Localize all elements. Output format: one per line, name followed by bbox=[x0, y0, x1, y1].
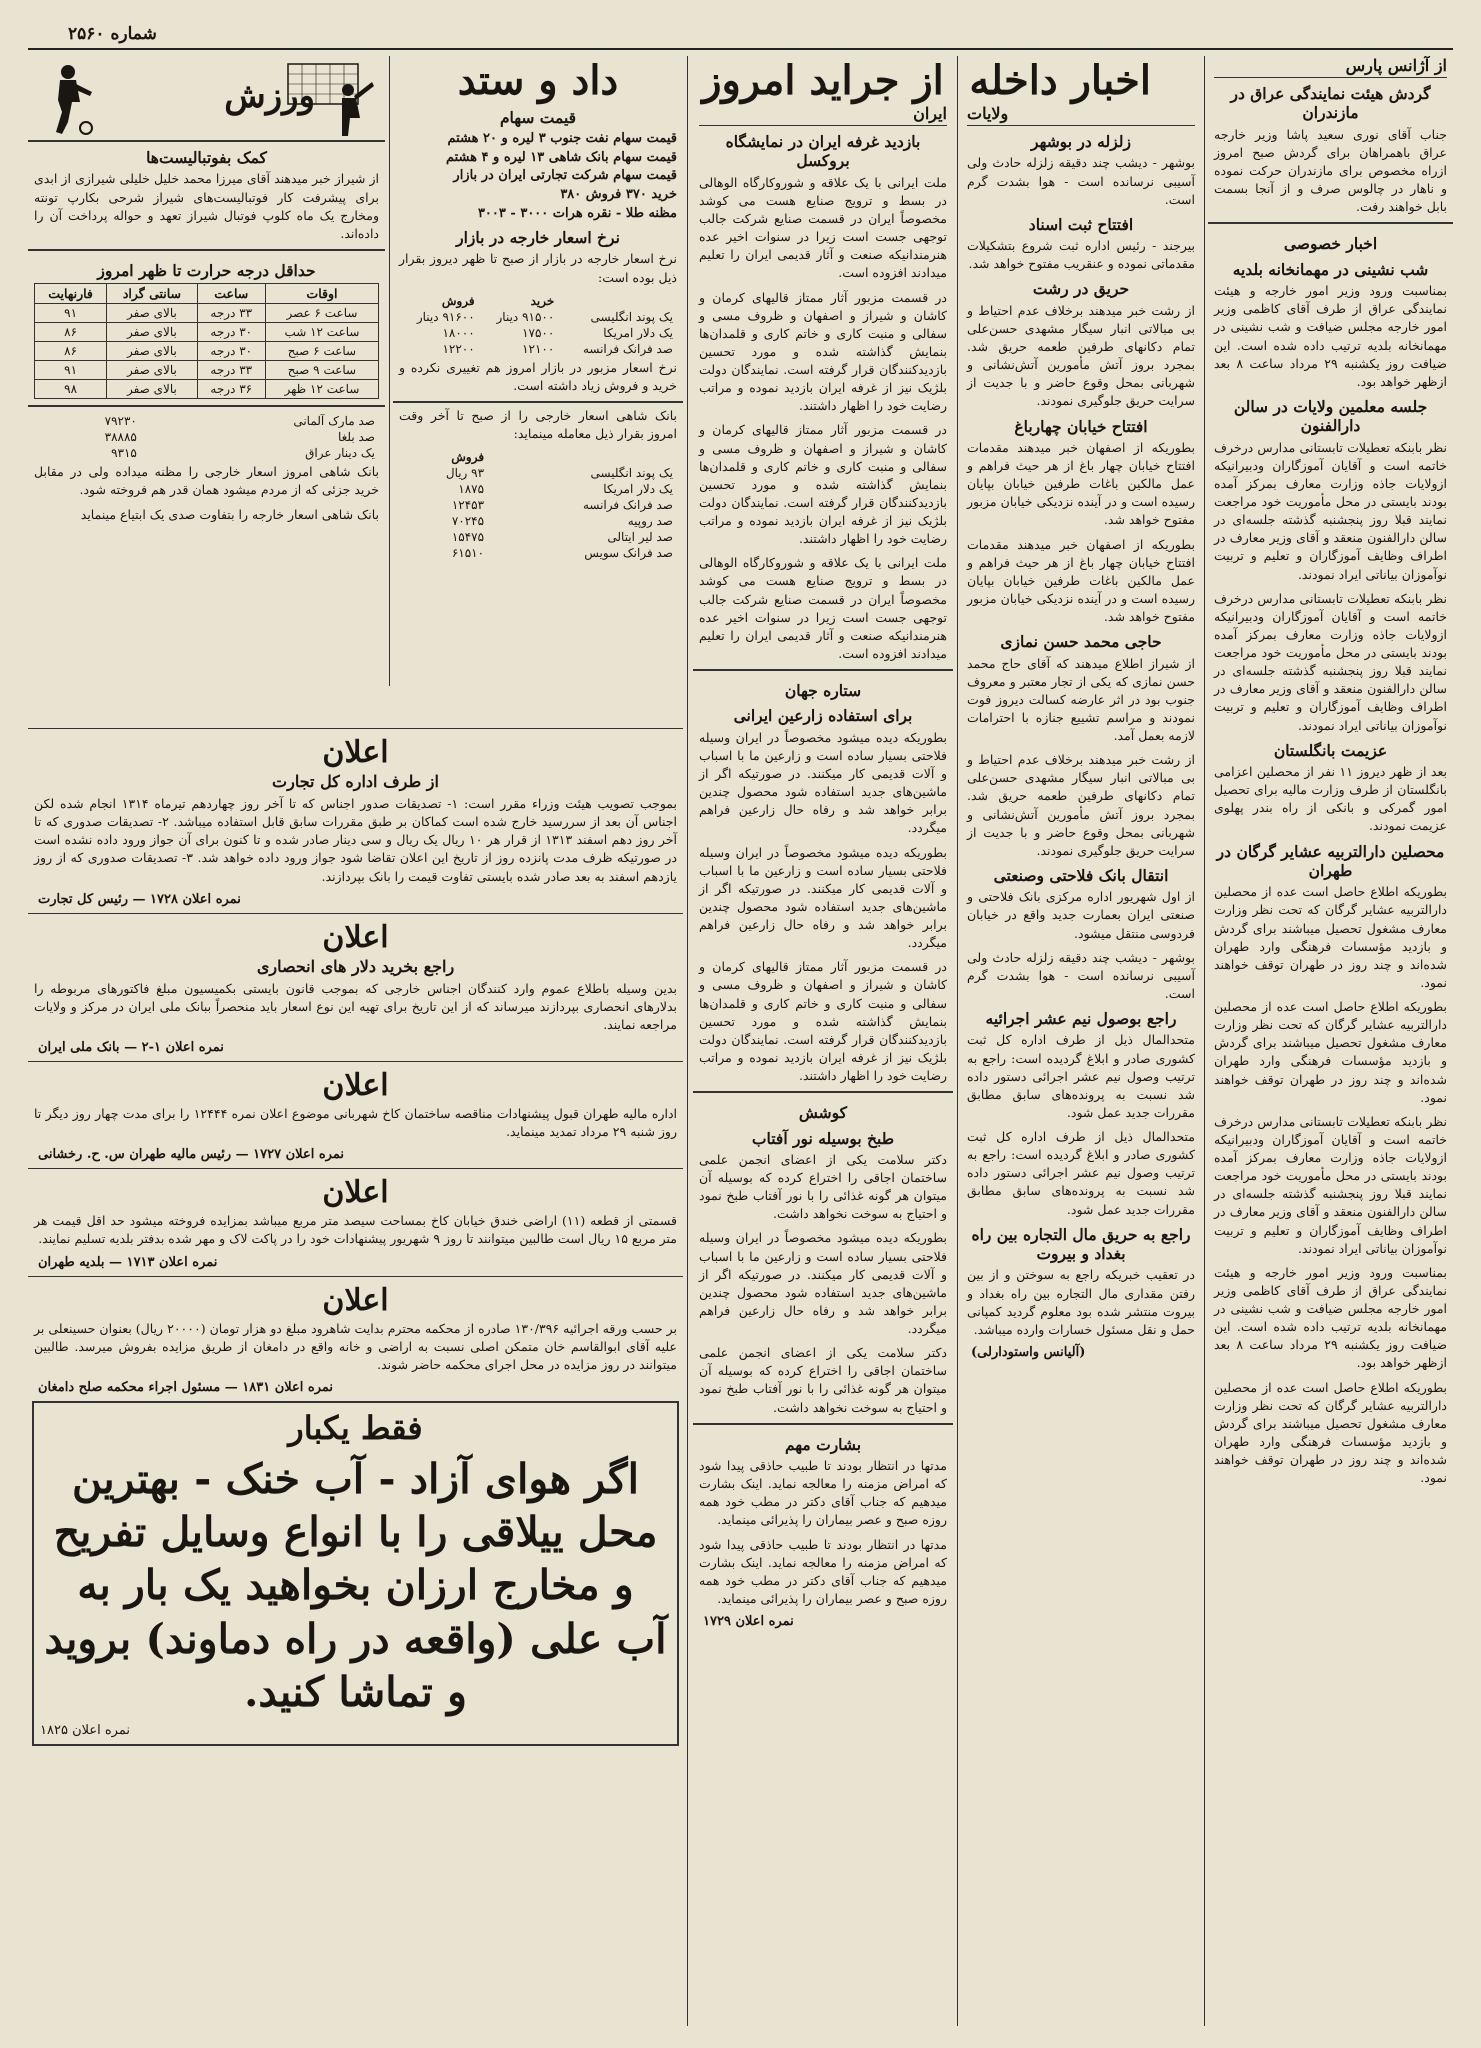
article-title: ستاره جهان bbox=[784, 681, 862, 700]
ad-number: نمره اعلان ۱۸۳۱ bbox=[242, 1379, 334, 1395]
bank-cell: صد فرانک فرانسه bbox=[582, 498, 673, 513]
table-row bbox=[399, 497, 677, 513]
fx-header: خرید bbox=[530, 293, 555, 308]
ad-body: بموجب تصویب هیئت وزراء مقرر است: ۱- تصدیقات صدور اجناس که تا آخر روز چهاردهم تیرماه ۱۳۱۴ انجام شده لکن اجناس آن بعد از سررسید خارج شده است کماکان بر طبق مقررات سابق قابل استفاده میباشد. ۲- تصدیقات صدوری که تا آخر روز دهم اسفند ۱۳۱۳ از قرار هر ۱۰ ریال یک ریال و سی دینار صادر شده و تا کنون برای آن جواز ورود داده نشده است در صورتیکه ظرف مدت پانزده روز از تاریخ این اعلان تقاضا شود جواز ورود داده خواهد شد. ۳- تصدیقات صدوری که از روز یازدهم اسفند به بعد صادر شده بایستی تفاوت قیمت را بانک بپردازند. bbox=[34, 796, 678, 884]
bank-cell: ۹۳ ریال bbox=[445, 466, 485, 481]
table-row bbox=[35, 304, 379, 323]
article-title: شب نشینی در مهمانخانه بلدیه bbox=[1232, 259, 1429, 279]
article-body: نظر بابنکه تعطیلات تابستانی مدارس درخرف خاتمه است و آقایان آموزگاران ودبیرانیکه ازولایات جاذه وزارت معارف بمرکز آمده بودند بایستی در محل مأموریت خود مراجعت نمایند قبلا روز پنجشنبه گذشته جلسه‌ای در سالن دارالفنون منعقد و آقای وزیر معارف در اطراف وظایف آموزگاران و تعلیم و تربیت نوآموزان بیاناتی ایراد نمودند. bbox=[1214, 439, 1447, 582]
article-title: برای استفاده زارعین ایرانی bbox=[733, 706, 913, 726]
article-body: نظر بابنکه تعطیلات تابستانی مدارس درخرف خاتمه است و آقایان آموزگاران ودبیرانیکه ازولایات جاذه وزارت معارف بمرکز آمده بودند بایستی در محل مأموریت خود مراجعت نمایند قبلا روز پنجشنبه گذشته جلسه‌ای در سالن دارالفنون منعقد و آقای وزیر معارف در اطراف وظایف آموزگاران و تعلیم و تربیت نوآموزان بیاناتی ایراد نمودند. bbox=[1214, 590, 1447, 733]
rates-note: بانک شاهی اسعار خارجه را بتفاوت صدی یک ابتیاع مینماید bbox=[80, 506, 379, 522]
article-body: بطوریکه اطلاع حاصل است عده از محصلین دارالتربیه عشایر گرگان که تحت نظر وزارت معارف مشغول تحصیل میباشند برای گردش و بازدید مؤسسات فرهنگی وارد طهران شده‌اند و چند روز در طهران توقف خواهند نمود. bbox=[1214, 999, 1447, 1105]
bank-cell: یک دلار امریکا bbox=[603, 482, 673, 497]
column-rule bbox=[957, 56, 958, 2026]
ad-line: محل ییلاقی را با انواع وسایل تفریح bbox=[53, 1508, 658, 1557]
section-label: ولایات bbox=[967, 104, 1195, 126]
article-body: از رشت خبر میدهند برخلاف عدم احتیاط و بی مبالاتی انبار سیگار مشهدی حسن‌علی تمام دکانهای طرفین طعمه حریق شد. بمجرد بروز آتش مأمورین آتش‌نشانی و شهربانی بمحل وقوع حاضر و با جدیت از سرایت حریق جلوگیری نمودند. bbox=[967, 752, 1195, 858]
ad-title: اعلان bbox=[322, 1282, 389, 1318]
weather-cell: ساعت ۹ صبح bbox=[265, 361, 378, 380]
extra-rates-table bbox=[34, 413, 379, 461]
weather-cell: ساعت ۶ عصر bbox=[265, 304, 378, 323]
stock-line: خرید ۳۷۰ فروش ۳۸۰ bbox=[560, 187, 677, 203]
article-body: ملت ایرانی با یک علاقه و شوروکارگاه الوهالی در بسط و ترویج صنایع هست می کوشد مخصوصاً ایران در قسمت صنایع شرکت جالب توجهی جست است زیرا در سنوات اخیر عده هنرمندانیکه صنعت و آثار قدیمی ایران را تعلیم میدادند افزوده است. bbox=[699, 174, 947, 281]
weather-cell: ۳۰ درجه bbox=[197, 323, 265, 342]
ad-title: اعلان bbox=[322, 919, 389, 955]
ad-line: و مخارج ارزان بخواهید یک بار به bbox=[77, 1561, 634, 1610]
fx-cell: ۱۷۵۰۰ bbox=[522, 325, 555, 340]
column-press bbox=[693, 56, 953, 2026]
ad-line: و تماشا کنید. bbox=[244, 1668, 467, 1717]
rates-note: بانک شاهی امروز اسعار خارجی را مظنه میداده ولی در مقابل خرید جزئی که از مردم میشود همان قدر هم فروخته شود. bbox=[34, 464, 379, 498]
fx-note: نرخ اسعار مزبور در بازار امروز هم تغییری نکرده و خرید و فروش زیاد داشته است. bbox=[399, 359, 677, 393]
article-body: مدتها در انتظار بودند تا طبیب حاذقی پیدا شود که امراض مزمنه را معالجه نماید. اینک بشارت میدهیم که جناب آقای دکتر در مطب خود همه روزه صبح و عصر بیماران را پذیرائی مینماید. bbox=[699, 1536, 947, 1606]
fx-cell: ۱۲۲۰۰ bbox=[442, 341, 475, 356]
article-body: در تعقیب خبریکه راجع به سوختن و از بین رفتن مقداری مال التجاره بین راه بغداد و بیروت منتشر شده بود معلوم گردید کمپانی حمل و نقل مسئول خسارات وارده میباشد. bbox=[967, 1267, 1195, 1337]
stock-line: مظنه طلا - نقره هرات ۳۰۰۰ - ۳۰۰۳ bbox=[477, 205, 677, 221]
ad-title: اعلان bbox=[322, 1068, 389, 1103]
column-sport bbox=[28, 56, 385, 716]
top-bar bbox=[28, 22, 1453, 50]
fx-title: نرخ اسعار خارجه در بازار bbox=[456, 228, 620, 248]
ad-number: نمره اعلان ۱-۲ bbox=[141, 1040, 224, 1055]
table-row bbox=[35, 323, 379, 342]
weather-cell: ساعت ۱۲ شب bbox=[265, 323, 378, 342]
sport-title: ورزش bbox=[224, 76, 315, 116]
ad-body: بدین وسیله باطلاع عموم وارد کنندگان اجناس خارجی که بموجب قانون بایستی بکمیسیون مبلغ فاکتورهای مربوطه را بدلارهای انحصاری بپردازند میرساند که از این تاریخ برای تهیه این نوع اسعار باید منحصراً ببانک ملی ایران در مرکز و ولایات مراجعه نمایند. bbox=[34, 980, 677, 1032]
ad-signer: بانک ملی ایران bbox=[38, 1040, 120, 1055]
ad-line: اگر هوای آزاد - آب خنک - بهترین bbox=[72, 1454, 639, 1503]
bank-header: فروش bbox=[451, 450, 485, 465]
fx-cell: ۹۱۶۰۰ دینار bbox=[416, 309, 475, 324]
article-body: بطوریکه دیده میشود مخصوصاً در ایران وسیله فلاحتی بسیار ساده است و زارعین ما با اسباب و آلات قدیمی کار میکنند. در صورتیکه اگر از ماشین‌های جدید استفاده شود محصول چندین برابر خواهد شد و رفاه حال زارعین فراهم میگردد. bbox=[699, 844, 947, 951]
weather-cell: بالای صفر bbox=[107, 380, 197, 399]
article-title: بشارت مهم bbox=[784, 1434, 862, 1454]
stocks-title: قیمت سهام bbox=[499, 108, 577, 127]
ad-signature: نمره اعلان ۱-۲ — بانک ملی ایران bbox=[38, 1040, 224, 1055]
article-body: مدتها در انتظار بودند تا طبیب حاذقی پیدا شود که امراض مزمنه را معالجه نماید. اینک بشارت میدهیم که جناب آقای دکتر در مطب خود همه روزه صبح و عصر بیماران را پذیرائی مینماید. bbox=[699, 1458, 947, 1528]
stock-line: قیمت سهام نفت جنوب ۳ لیره و ۲۰ هشتم bbox=[447, 131, 677, 147]
newspaper-page bbox=[28, 22, 1453, 2026]
ad-number: نمره اعلان ۱۷۲۸ bbox=[150, 891, 241, 907]
fx-cell: ۱۲۱۰۰ bbox=[522, 341, 555, 356]
article-body: جناب آقای نوری سعید پاشا وزیر خارجه عراق باهمراهان برای گردش صبح امروز ازراه مخصوص برای مازندران حرکت نموده و ناهار در چالوس صرف و از آنجا بسمت بابل خواهند رفت. bbox=[1214, 126, 1447, 215]
article-body: متحدالمال ذیل از طرف اداره کل ثبت کشوری صادر و ابلاغ گردیده است: راجع به ترتیب وصول نیم عشر اجرائی دستور داده شد نسبت به پرونده‌های سابق مطابق مقررات جدید عمل شود. bbox=[967, 1032, 1195, 1120]
article-body: از اول شهریور اداره مرکزی بانک فلاحتی و صنعتی ایران بعمارت جدید واقع در خیابان فردوسی منتقل میشود. bbox=[967, 889, 1195, 941]
ad-body: بر حسب ورقه اجرائیه ۱۳۰/۳۹۶ صادره از محکمه محترم بدایت شاهرود مبلغ دو هزار تومان (۲۰۰۰۰ ریال) بعنوان حسینعلی بر علیه آقای ابوالقاسم خان متمکن اصلی نسبت به اراضی و خانه واقع در دامغان از طریق مزایده بفروش میرسد. طالبین میتوانند در روز مزایده در محل اجرای محکمه حاضر شوند. bbox=[34, 1320, 677, 1372]
bank-cell: ۷۰۲۴۵ bbox=[451, 514, 485, 529]
bank-table bbox=[399, 449, 677, 561]
ad-signature: نمره اعلان ۱۷۲۸ — رئیس کل تجارت bbox=[38, 891, 241, 907]
weather-cell: ۹۱ bbox=[35, 361, 107, 380]
rate-cell: یک دینار عراق bbox=[305, 446, 375, 461]
masthead-press: از جراید امروز bbox=[702, 57, 944, 104]
bank-title: بانک شاهی اسعار خارجی را از صبح تا آخر وقت امروز بقرار ذیل معامله مینماید: bbox=[399, 407, 677, 442]
column-rule bbox=[389, 56, 390, 686]
article-body: در قسمت مزبور آثار ممتاز قالیهای کرمان و کاشان و شیراز و اصفهان و ظروف مسی و سفالی و منبت کاری و خاتم کاری و قلمدان‌ها بنمایش گذاشته شده و مورد تحسین بازدیدکنندگان قرار گرفته است. نمایندگان دولت بلژیک نیز از غرفه ایران بازدید نموده و مراتب رضایت خود را اظهار داشتند. bbox=[699, 289, 947, 414]
article-body: بطوریکه اطلاع حاصل است عده از محصلین دارالتربیه عشایر گرگان که تحت نظر وزارت معارف مشغول تحصیل میباشند برای گردش و بازدید مؤسسات فرهنگی وارد طهران شده‌اند و چند روز در طهران توقف خواهند نمود. bbox=[1214, 1379, 1447, 1486]
ad-title: اعلان bbox=[322, 1175, 389, 1211]
article-title: جلسه معلمین ولایات در سالن دارالفنون bbox=[1233, 396, 1428, 436]
masthead-exchange: داد و ستد bbox=[457, 57, 619, 104]
table-row bbox=[399, 545, 677, 561]
article-body: نظر بابنکه تعطیلات تابستانی مدارس درخرف خاتمه است و آقایان آموزگاران ودبیرانیکه ازولایات جاذه وزارت معارف بمرکز آمده بودند بایستی در محل مأموریت خود مراجعت نمایند قبلا روز پنجشنبه گذشته جلسه‌ای در سالن دارالفنون منعقد و آقای وزیر معارف در اطراف وظایف آموزگاران و تعلیم و تربیت نوآموزان بیاناتی ایراد نمودند. bbox=[1214, 1113, 1447, 1256]
article-body: بوشهر - دیشب چند دقیقه زلزله حادث ولی آسیبی نرسانده است - هوا بشدت گرم است. bbox=[967, 949, 1195, 1001]
article-body: بطوریکه دیده میشود مخصوصاً در ایران وسیله فلاحتی بسیار ساده است و زارعین ما با اسباب و آلات قدیمی کار میکنند. در صورتیکه اگر از ماشین‌های جدید استفاده شود محصول چندین برابر خواهد شد و رفاه حال زارعین فراهم میگردد. bbox=[699, 1230, 947, 1336]
article-title: گردش هیئت نمایندگی عراق در مازندران bbox=[1230, 84, 1431, 123]
article-title: طبخ بوسیله نور آفتاب bbox=[751, 1128, 895, 1148]
article-body: بمناسبت ورود وزیر امور خارجه و هیئت نمایندگی عراق از طرف آقای کاظمی وزیر امور خارجه مجلس ضیافت و شب نشینی در مهمانخانه بلدیه ترتیب داده شده است. این ضیافت روز یکشنبه ۲۹ مرداد ساعت ۸ بعد ازظهر خواهد بود. bbox=[1214, 1264, 1447, 1371]
rate-cell: ۳۸۸۸۵ bbox=[104, 430, 137, 445]
ad-line: آب علی (واقعه در راه دماوند) بروید bbox=[44, 1614, 667, 1663]
divider bbox=[28, 1168, 683, 1169]
weather-cell: ۸۶ bbox=[35, 323, 107, 342]
ad-number: نمره اعلان ۱۷۲۷ bbox=[253, 1147, 344, 1163]
bank-cell: ۱۲۴۵۳ bbox=[451, 498, 485, 513]
article-signature: (آلیانس واستودارلی) bbox=[971, 1344, 1086, 1360]
table-row bbox=[399, 529, 677, 545]
article-body: بطوریکه از اصفهان خبر میدهند مقدمات افتتاح خیابان چهار باغ از هر حیث فراهم و عمل مالکین باغات طرفین خیابان بپایان رسیده است و در آینده نزدیکی خیابان مزبور مفتوح خواهد شد. bbox=[967, 439, 1195, 528]
column-rule bbox=[687, 56, 688, 2026]
weather-cell: ساعت ۱۲ ظهر bbox=[265, 380, 378, 399]
weather-cell: ۸۶ bbox=[35, 342, 107, 361]
weather-cell: ۳۳ درجه bbox=[197, 304, 265, 323]
fx-cell: ۱۸۰۰۰ bbox=[442, 325, 475, 340]
column-rule bbox=[1204, 56, 1205, 2026]
divider bbox=[28, 1276, 683, 1277]
goalkeeper-illustration-icon bbox=[286, 60, 376, 138]
weather-header: سانتی گراد bbox=[107, 284, 197, 304]
resort-advertisement bbox=[32, 1401, 679, 1746]
table-row bbox=[35, 361, 379, 380]
article-body: بعد از ظهر دیروز ۱۱ نفر از محصلین اعزامی بانگلستان از طرف وزارت مالیه برای تحصیل امور گمرکی و بانکی از راه بندر پهلوی عزیمت نمودند. bbox=[1214, 764, 1447, 834]
article-body: در قسمت مزبور آثار ممتاز قالیهای کرمان و کاشان و شیراز و اصفهان و ظروف مسی و سفالی و منبت کاری و خاتم کاری و قلمدان‌ها بنمایش گذاشته شده و مورد تحسین بازدیدکنندگان قرار گرفته است. نمایندگان دولت بلژیک نیز از غرفه ایران بازدید نموده و مراتب رضایت خود را اظهار داشتند. bbox=[699, 959, 947, 1083]
weather-cell: بالای صفر bbox=[107, 361, 197, 380]
issue-number: شماره ۲۵۶۰ bbox=[68, 24, 157, 44]
ad-signature: نمره اعلان ۱۸۳۱ — مسئول اجراء محکمه صلح دامغان bbox=[38, 1379, 334, 1395]
article-title: انتقال بانک فلاحتی وصنعتی bbox=[993, 865, 1169, 885]
table-row bbox=[35, 342, 379, 361]
ad-body: قسمتی از قطعه (۱۱) اراضی خندق خیابان کاخ بمساحت سیصد متر مربع میباشد بمزایده فروخته میشود حد اقل قیمت هر متر مربع ۱۵ ریال است طالبین میتوانند تا روز ۹ شهریور پیشنهادات خود را در پاکت لاک و مهر شده بدفتر بلدیه تسلیم نمایند. bbox=[34, 1213, 678, 1247]
article-title: کوشش bbox=[798, 1103, 848, 1123]
article-title: افتتاح ثبت اسناد bbox=[1028, 214, 1134, 234]
article-body: از شیراز خبر میدهند آقای میرزا محمد خلیل خلیلی شیرازی از ابدی برای پیشرفت کار فوتبالیست‌های شیراز شرحی بکارپ تونته ومخارج یک ماه کلوپ فوتبال شیراز تعهد و حواله پرداخت آن را داده‌اند. bbox=[34, 171, 379, 241]
article-title: عزیمت بانگلستان bbox=[1273, 740, 1388, 760]
sport-header bbox=[28, 56, 385, 142]
divider bbox=[28, 728, 683, 729]
ad-number: نمره اعلان ۱۸۲۵ bbox=[40, 1723, 130, 1739]
fx-table bbox=[399, 293, 677, 357]
weather-cell: ۳۰ درجه bbox=[197, 342, 265, 361]
table-row bbox=[399, 465, 677, 481]
article-body: دکتر سلامت یکی از اعضای انجمن علمی ساختمان اجاقی را اختراع کرده که بوسیله آن میتوان هر گونه غذائی را با نور آفتاب طبخ نمود و احتیاج به سوخت نخواهد داشت. bbox=[699, 1151, 947, 1222]
weather-table bbox=[34, 283, 379, 399]
ad-signature: نمره اعلان ۱۷۲۷ — رئیس مالیه طهران س. ح. رخشانی bbox=[38, 1147, 344, 1163]
article-title: افتتاح خیابان چهارباغ bbox=[1014, 416, 1148, 436]
weather-cell: ۳۶ درجه bbox=[197, 380, 265, 399]
fx-cell: یک پوند انگلیسی bbox=[590, 309, 673, 324]
weather-cell: ۳۳ درجه bbox=[197, 361, 265, 380]
masthead-domestic: اخبار داخله bbox=[969, 57, 1151, 104]
ad-signer: مسئول اجراء محکمه صلح دامغان bbox=[38, 1379, 221, 1395]
table-row bbox=[34, 429, 379, 445]
article-title: راجع به حریق مال التجاره بین راه بغداد و بیروت bbox=[971, 1224, 1191, 1263]
article-body: از رشت خبر میدهند برخلاف عدم احتیاط و بی مبالاتی انبار سیگار مشهدی حسن‌علی تمام دکانهای طرفین طعمه حریق شد. بمجرد بروز آتش مأمورین آتش‌نشانی و شهربانی بمحل وقوع حاضر و با جدیت از سرایت حریق جلوگیری نمودند. bbox=[967, 302, 1195, 409]
table-row bbox=[399, 341, 677, 357]
bank-cell: یک پوند انگلیسی bbox=[590, 466, 673, 481]
fx-intro: نرخ اسعار خارجه در بازار از صبح تا ظهر دیروز بقرار ذیل بوده است: bbox=[399, 251, 677, 285]
article-body: بیرجند - رئیس اداره ثبت شروع بتشکیلات مقدماتی نموده و عنقریب مفتوح خواهد شد. bbox=[967, 238, 1195, 272]
bank-cell: ۱۵۴۷۵ bbox=[451, 530, 485, 545]
bank-cell: ۱۸۷۵ bbox=[458, 482, 485, 497]
ad-signer: رئیس کل تجارت bbox=[38, 891, 128, 907]
article-body: دکتر سلامت یکی از اعضای انجمن علمی ساختمان اجاقی را اختراع کرده که بوسیله آن میتوان هر گونه غذائی را با نور آفتاب طبخ نمود و احتیاج به سوخت نخواهد داشت. bbox=[699, 1345, 947, 1415]
table-row bbox=[34, 413, 379, 429]
ad-signer: رئیس مالیه طهران س. ح. رخشانی bbox=[38, 1147, 232, 1163]
rate-cell: ۹۳۱۵ bbox=[111, 446, 137, 461]
weather-header: اوقات bbox=[265, 284, 378, 304]
table-row bbox=[399, 481, 677, 497]
ad-signer: بلدیه طهران bbox=[38, 1254, 105, 1270]
weather-cell: بالای صفر bbox=[107, 342, 197, 361]
fx-cell: صد فرانک فرانسه bbox=[582, 341, 673, 356]
footballer-illustration-icon bbox=[38, 62, 98, 136]
bank-cell: صد روپیه bbox=[627, 514, 673, 529]
article-title: حریق در رشت bbox=[1032, 279, 1130, 299]
fx-header: فروش bbox=[441, 293, 475, 308]
ad-number: نمره اعلان ۱۷۱۳ bbox=[126, 1254, 218, 1270]
article-body: ملت ایرانی با یک علاقه و شوروکارگاه الوهالی در بسط و ترویج صنایع هست می کوشد مخصوصاً ایران در قسمت صنایع شرکت جالب توجهی جست است زیرا در سنوات اخیر عده هنرمندانیکه صنعت و آثار قدیمی ایران را تعلیم میدادند افزوده است. bbox=[699, 555, 947, 661]
bank-cell: ۶۱۵۱۰ bbox=[451, 546, 485, 561]
weather-cell: ساعت ۶ صبح bbox=[265, 342, 378, 361]
fx-cell: یک دلار امریکا bbox=[603, 325, 673, 340]
bank-header bbox=[488, 449, 677, 465]
weather-cell: ۹۱ bbox=[35, 304, 107, 323]
article-body: بطوریکه دیده میشود مخصوصاً در ایران وسیله فلاحتی بسیار ساده است و زارعین ما با اسباب و آلات قدیمی کار میکنند. در صورتیکه اگر از ماشین‌های جدید استفاده شود محصول چندین برابر خواهد شد و رفاه حال زارعین فراهم میگردد. bbox=[699, 729, 947, 836]
article-title: راجع بوصول نیم عشر اجرائیه bbox=[985, 1009, 1177, 1028]
rate-cell: صد مارک آلمانی bbox=[293, 414, 375, 429]
rate-cell: صد بلغا bbox=[337, 430, 375, 445]
divider bbox=[28, 1061, 683, 1062]
table-row bbox=[35, 380, 379, 399]
stock-line: قیمت سهام بانک شاهی ۱۳ لیره و ۴ هشتم bbox=[445, 149, 677, 165]
stock-line: قیمت سهام شرکت تجارتی ایران در بازار bbox=[453, 168, 677, 184]
fx-cell: ۹۱۵۰۰ دینار bbox=[496, 309, 555, 324]
article-body: متحدالمال ذیل از طرف اداره کل ثبت کشوری صادر و ابلاغ گردیده است: راجع به ترتیب وصول نیم عشر اجرائی دستور داده شد نسبت به پرونده‌های سابق مطابق مقررات جدید عمل شود. bbox=[967, 1129, 1195, 1217]
ads-block bbox=[28, 722, 683, 2026]
column-provinces bbox=[1208, 56, 1453, 2026]
table-row bbox=[399, 513, 677, 529]
rate-cell: ۷۹۲۳۰ bbox=[104, 414, 137, 429]
fx-header bbox=[558, 293, 677, 309]
column-cities bbox=[961, 56, 1201, 2026]
weather-header: فارنهایت bbox=[35, 284, 107, 304]
column-exchange bbox=[393, 56, 683, 716]
ad-subtitle: از طرف اداره کل تجارت bbox=[272, 772, 439, 791]
ad-subtitle: راجع بخرید دلار های انحصاری bbox=[256, 956, 455, 976]
ad-headline: فقط یکبار bbox=[288, 1408, 423, 1447]
article-title: کمک بفوتبالیست‌ها bbox=[146, 148, 267, 167]
divider bbox=[28, 913, 683, 914]
weather-cell: بالای صفر bbox=[107, 323, 197, 342]
ad-number: نمره اعلان ۱۷۲۹ bbox=[703, 1614, 794, 1629]
article-title: محصلین دارالتربیه عشایر گرگان در طهران bbox=[1216, 841, 1445, 880]
article-body: در قسمت مزبور آثار ممتاز قالیهای کرمان و کاشان و شیراز و اصفهان و ظروف مسی و سفالی و منبت کاری و خاتم کاری و قلمدان‌ها بنمایش گذاشته شده و مورد تحسین بازدیدکنندگان قرار گرفته است. نمایندگان دولت بلژیک نیز از غرفه ایران بازدید نموده و مراتب رضایت خود را اظهار داشتند. bbox=[699, 422, 947, 547]
weather-title: حداقل درجه حرارت تا ظهر امروز bbox=[97, 260, 316, 280]
table-row bbox=[399, 309, 677, 325]
weather-header: ساعت bbox=[197, 284, 265, 304]
article-body: بطوریکه اطلاع حاصل است عده از محصلین دارالتربیه عشایر گرگان که تحت نظر وزارت معارف مشغول تحصیل میباشند برای گردش و بازدید مؤسسات فرهنگی وارد طهران شده‌اند و چند روز در طهران توقف خواهند نمود. bbox=[1214, 884, 1447, 990]
ad-title: اعلان bbox=[322, 735, 389, 770]
weather-cell: بالای صفر bbox=[107, 304, 197, 323]
bank-cell: صد فرانک سویس bbox=[584, 546, 673, 561]
article-body: بطوریکه از اصفهان خبر میدهند مقدمات افتتاح خیابان چهار باغ از هر حیث فراهم و عمل مالکین باغات طرفین خیابان بپایان رسیده است و در آینده نزدیکی خیابان مزبور مفتوح خواهد شد. bbox=[967, 536, 1195, 624]
agency-label: از آژانس پارس bbox=[1214, 56, 1447, 78]
article-title: حاجی محمد حسن نمازی bbox=[1000, 632, 1162, 652]
ad-body: اداره مالیه طهران قبول پیشنهادات مناقصه ساختمان کاخ شهربانی موضوع اعلان نمره ۱۲۴۴۴ را برای مدت چهار روز دیگر تا روز شنبه ۲۹ مرداد تمدید مینماید. bbox=[34, 1106, 677, 1140]
article-body: بمناسبت ورود وزیر امور خارجه و هیئت نمایندگی عراق از طرف آقای کاظمی وزیر امور خارجه مجلس ضیافت و شب نشینی در مهمانخانه بلدیه ترتیب داده شده است. این ضیافت روز یکشنبه ۲۹ مرداد ساعت ۸ بعد ازظهر خواهد بود. bbox=[1214, 283, 1447, 389]
article-title: زلزله در بوشهر bbox=[1031, 132, 1131, 151]
article-title: بازدید غرفه ایران در نمایشگاه بروکسل bbox=[725, 132, 921, 171]
weather-cell: ۹۸ bbox=[35, 380, 107, 399]
ad-signature: نمره اعلان ۱۷۱۳ — بلدیه طهران bbox=[38, 1254, 218, 1270]
article-body: بوشهر - دیشب چند دقیقه زلزله حادث ولی آسیبی نرسانده است - هوا بشدت گرم است. bbox=[967, 155, 1195, 207]
article-body: از شیراز اطلاع میدهند که آقای حاج محمد حسن نمازی که یکی از تجار معتبر و معروف جنوب بود در اثر عارضه کسالت دیروز فوت نمودند و مراسم تشییع جنازه با احترامات لازمه بعمل آمد. bbox=[967, 655, 1195, 743]
section-title: اخبار خصوصی bbox=[1283, 234, 1378, 254]
table-row bbox=[399, 325, 677, 341]
bank-cell: صد لیر ایتالی bbox=[607, 530, 673, 545]
section-label: ایران bbox=[699, 104, 947, 126]
table-row bbox=[34, 445, 379, 461]
